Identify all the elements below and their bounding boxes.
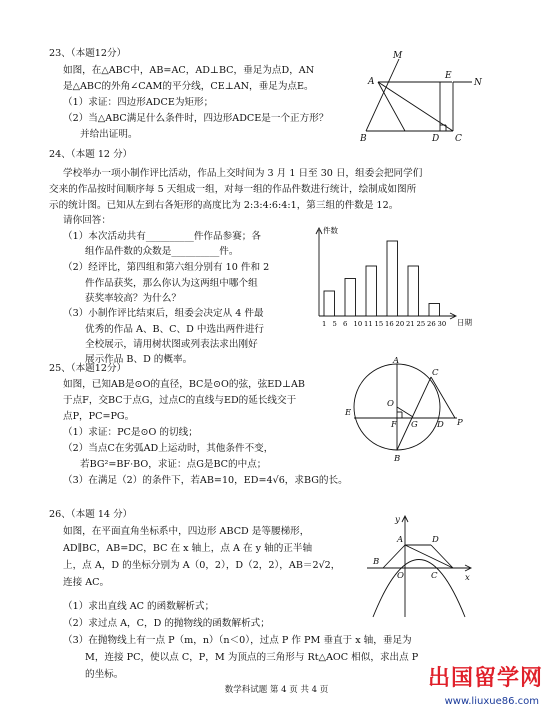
q24-part2-cont2: 获奖率较高？为什么？ [85, 293, 181, 304]
tick-label: 6 [343, 320, 348, 328]
fig26-label-A: A [397, 535, 404, 545]
q24-part2-cont1: 件作品获奖，那么你认为这两组中哪个组 [85, 278, 258, 289]
q25-part2: （2）当点C在劣弧AD上运动时，其他条件不变， [63, 443, 274, 454]
q25-part2-cont: 若BG²=BF·BO，求证：点G是BC的中点； [80, 459, 267, 470]
fig25-label-E: E [345, 408, 352, 418]
q25-part1: （1）求证：PC是⊙O 的切线； [63, 427, 198, 438]
fig-label-C: C [455, 134, 462, 144]
fig-label-N: N [474, 78, 482, 88]
tick-label: 20 [395, 320, 405, 328]
bar-6-10 [345, 279, 356, 317]
q23-part2: （2）当△ABC满足什么条件时，四边形ADCE是一个正方形？ [63, 113, 329, 124]
q24-line1: 学校举办一项小制作评比活动，作品上交时间为 3 月 1 日至 30 日，组委会把同学们 [63, 168, 423, 179]
page-footer: 数学科试题 第 4 页 共 4 页 [224, 685, 329, 695]
q26-part3-cont1: M，连接 PC，使以点 C，P，M 为顶点的三角形与 Rt△AOC 相似，求出点 P [85, 652, 419, 663]
tick-label: 1 [322, 320, 327, 328]
fig25-label-A: A [393, 356, 400, 366]
bar-chart [305, 222, 485, 337]
tick-label: 21 [406, 320, 415, 328]
q24-line3: 示的统计图。已知从左到右各矩形的高度比为 2:3:4:6:4:1，第三组的件数是 12。 [49, 200, 399, 211]
q26-line4: 连接 AC。 [63, 577, 110, 588]
tick-label: 30 [437, 320, 447, 328]
tick-label: 11 [364, 320, 373, 328]
q23-line2: 是△ABC的外角∠CAM的平分线，CE⊥AN，垂足为点E。 [63, 81, 314, 92]
tick-label: 5 [332, 320, 337, 328]
q25-heading: 25、（本题12分） [49, 363, 127, 374]
fig26-label-D: D [432, 535, 439, 545]
q23-part1: （1）求证：四边形ADCE为矩形； [63, 97, 214, 108]
bar-21-25 [408, 266, 419, 316]
q26-part2: （2）求过点 A，C，D 的抛物线的函数解析式； [63, 618, 270, 629]
q26-figure [365, 512, 480, 622]
q24-part2: （2）经评比，第四组和第六组分别有 10 件和 2 [63, 262, 270, 273]
watermark-url: www.liuxue86.com [444, 696, 539, 707]
q24-line4: 请你回答： [63, 215, 111, 226]
q26-part3: （3）在抛物线上有一点 P（m，n）（n＜0），过点 P 作 PM 垂直于 x 轴，垂足为 [63, 635, 412, 646]
fig-label-E: E [445, 71, 452, 81]
q24-part1: （1）本次活动共有__________件作品参赛；各 [63, 231, 261, 242]
q24-part3: （3）小制作评比结束后，组委会决定从 4 件最 [63, 308, 264, 319]
tick-label: 16 [385, 320, 394, 328]
q25-line2: 于点F，交BC于点G，过点C的直线与ED的延长线交于 [63, 395, 297, 406]
tick-label: 15 [374, 320, 384, 328]
watermark-logo: 出国留学网 [427, 666, 543, 691]
q26-line3: 上，点 A，D 的坐标分别为 A（0，2），D（2，2），AB＝2√2， [63, 560, 341, 571]
fig25-label-F: F [391, 420, 397, 430]
q25-line1: 如图，已知AB是⊙O的直径，BC是⊙O的弦，弦ED⊥AB [63, 379, 305, 390]
tick-label: 26 [427, 320, 436, 328]
q26-part1: （1）求出直线 AC 的函数解析式； [63, 601, 215, 612]
q25-line3: 点P，PC=PG。 [63, 411, 135, 422]
q24-part3-cont3: 展示作品 B、D 的概率。 [85, 354, 193, 365]
fig-label-M: M [393, 51, 403, 61]
bar-26-30 [429, 304, 440, 317]
fig25-label-P: P [457, 418, 463, 428]
fig-label-A: A [368, 77, 375, 87]
q26-line1: 如图，在平面直角坐标系中，四边形 ABCD 是等腰梯形， [63, 526, 310, 537]
fig26-label-C: C [431, 571, 438, 581]
fig26-label-O: O [397, 571, 404, 581]
fig25-label-G: G [411, 420, 418, 430]
q24-part1-cont: 组作品件数的众数是__________件。 [85, 246, 239, 257]
q24-part3-cont1: 优秀的作品 A、B、C、D 中选出两件进行 [85, 324, 265, 335]
fig-label-B: B [360, 134, 367, 144]
q23-line1: 如图，在△ABC中，AB=AC，AD⊥BC，垂足为点D，AN [63, 65, 315, 76]
fig25-label-B: B [394, 454, 401, 464]
q25-figure [335, 355, 470, 465]
fig-label-D: D [432, 134, 440, 144]
fig26-label-x: x [465, 573, 470, 583]
q25-part3: （3）在满足（2）的条件下，若AB=10，ED=4√6，求BG的长。 [63, 475, 348, 486]
bar-1-5 [324, 291, 335, 316]
q24-line2: 交来的作品按时间顺序每 5 天组成一组，对每一组的作品件数进行统计，绘制成如图所 [49, 184, 417, 195]
q24-heading: 24、（本题 12 分） [49, 149, 133, 160]
fig25-label-C: C [432, 368, 439, 378]
chart-y-label: 件数 [323, 226, 338, 235]
bar-16-20 [387, 241, 398, 316]
fig26-label-B: B [373, 557, 380, 567]
q26-part3-cont2: 的坐标。 [85, 669, 124, 680]
tick-label: 10 [353, 320, 363, 328]
q23-figure [360, 48, 505, 148]
q23-part2-cont: 并给出证明。 [80, 129, 138, 140]
fig25-label-D: D [437, 420, 444, 430]
q24-part3-cont2: 全校展示，请用树状图或列表法求出刚好 [85, 339, 258, 350]
q23-heading: 23、（本题12分） [49, 48, 127, 59]
q26-line2: AD∥BC，AB=DC，BC 在 x 轴上，点 A 在 y 轴的正半轴 [63, 543, 313, 554]
fig26-label-y: y [395, 515, 400, 525]
q26-heading: 26、（本题 14 分） [49, 509, 133, 520]
tick-label: 25 [416, 320, 426, 328]
bar-11-15 [366, 266, 377, 316]
chart-x-label: 日期 [457, 318, 472, 327]
fig25-label-O: O [387, 399, 394, 409]
